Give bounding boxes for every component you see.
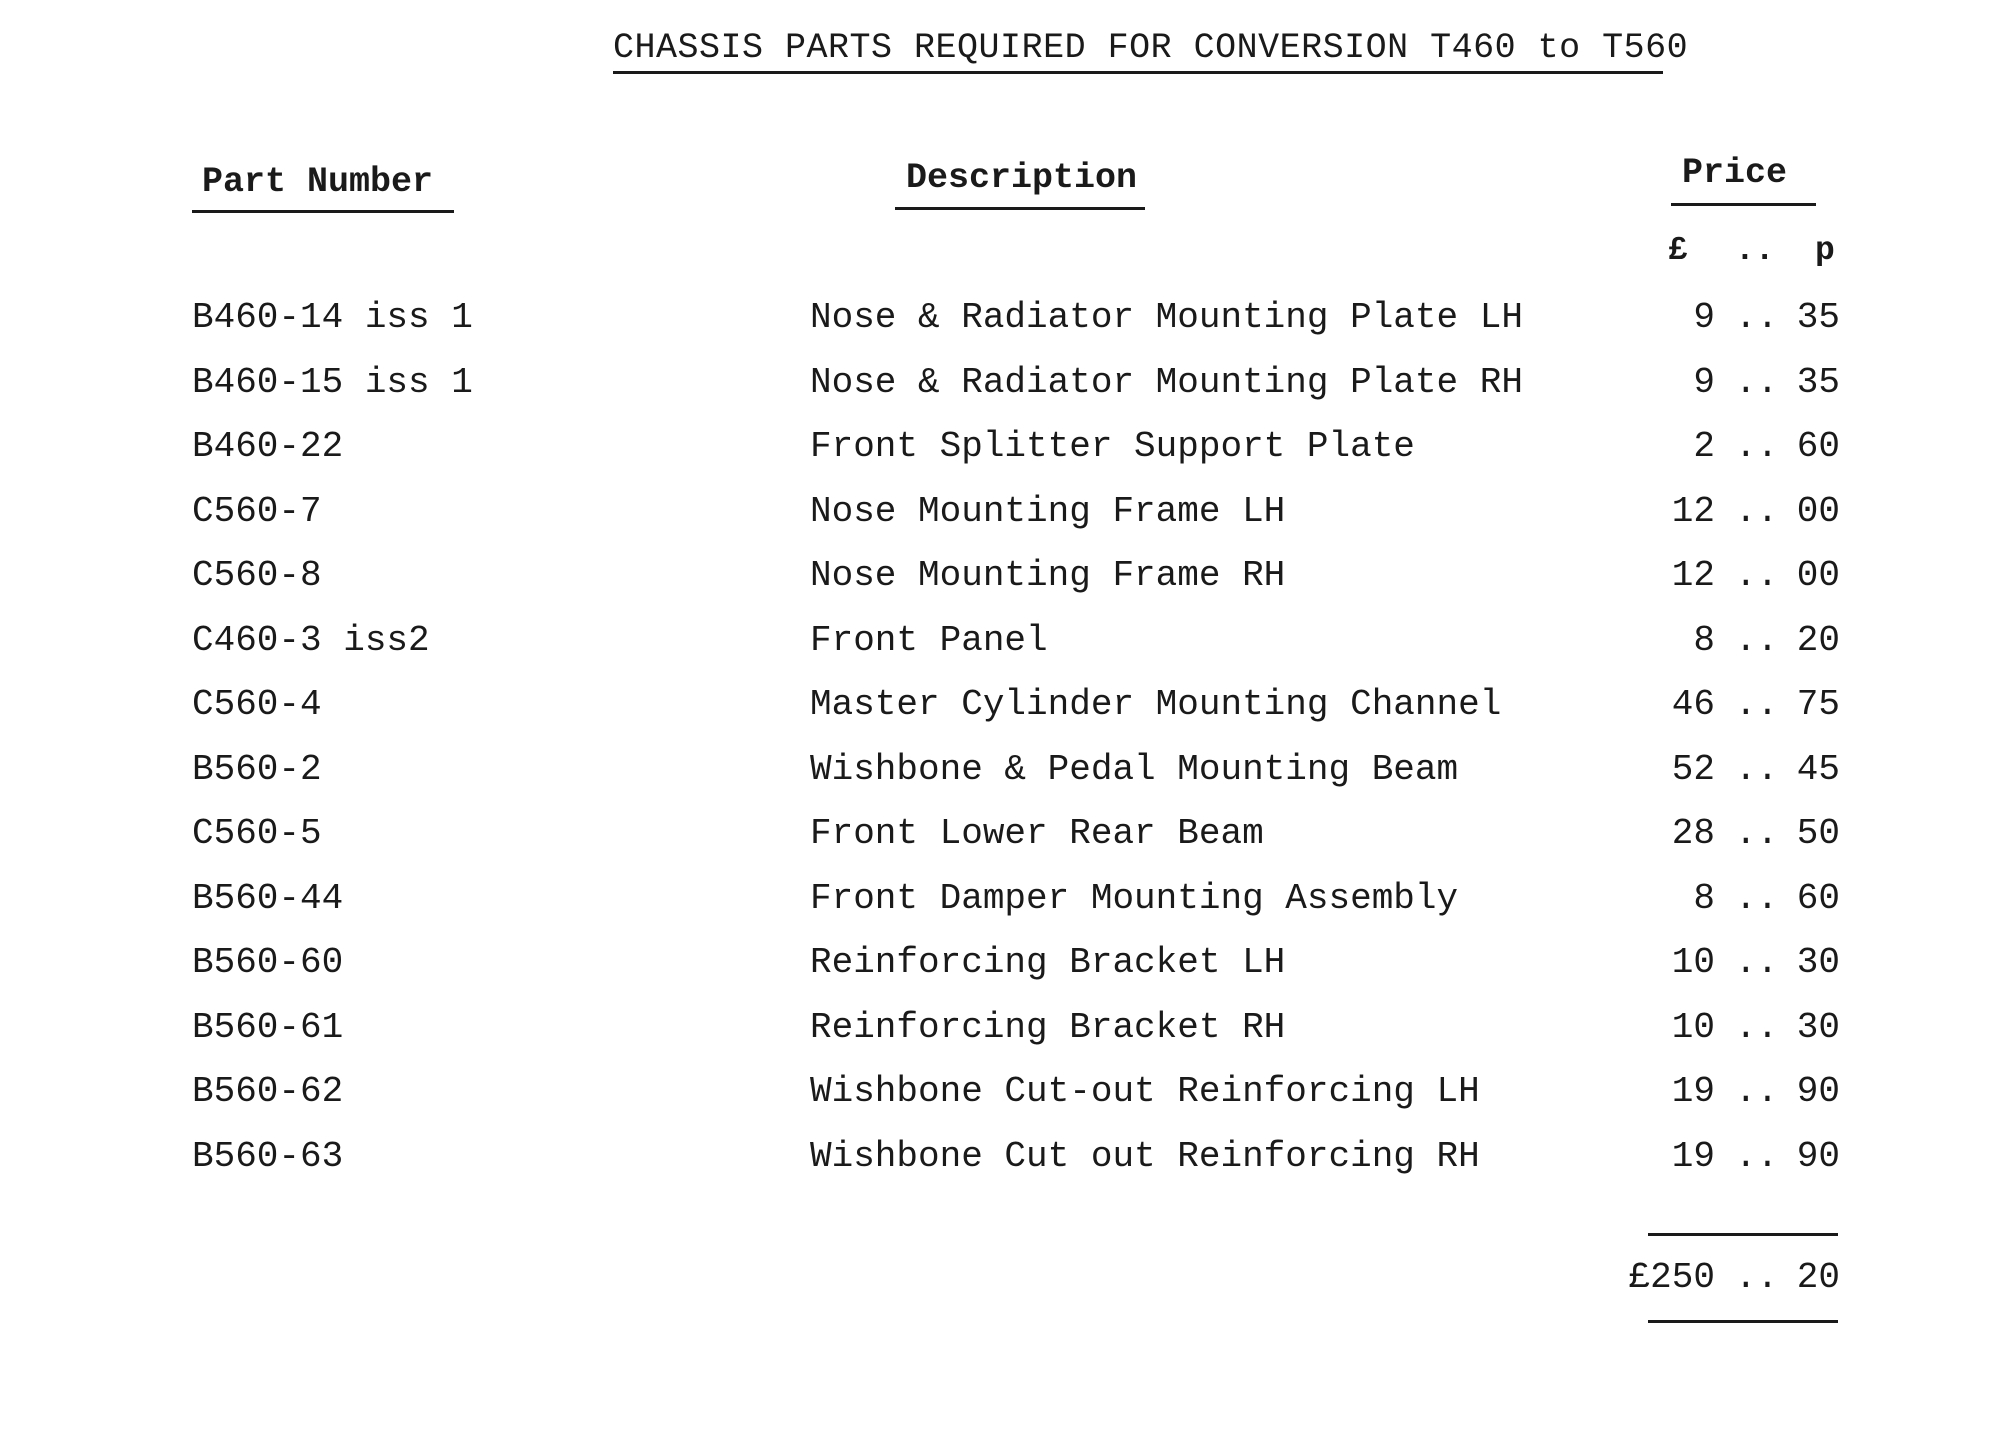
price-separator: .. <box>1735 1071 1779 1112</box>
price-separator: .. <box>1735 748 1779 790</box>
price-pounds: 9 <box>1693 297 1715 338</box>
part-number-underline <box>192 210 454 213</box>
part-description: Wishbone & Pedal Mounting Beam <box>810 748 1459 790</box>
price-pounds: 46 <box>1671 684 1715 725</box>
price-pence: 90 <box>1796 1135 1840 1177</box>
price-pence: 00 <box>1796 555 1840 596</box>
part-description: Wishbone Cut-out Reinforcing LH <box>810 1071 1480 1112</box>
price-pounds: 19 <box>1671 1135 1715 1177</box>
price-pounds: 19 <box>1671 1071 1715 1112</box>
part-number: B460-22 <box>192 426 344 467</box>
price-separator: .. <box>1735 877 1779 919</box>
part-number: C560-8 <box>192 555 322 596</box>
part-description: Front Panel <box>810 619 1048 661</box>
part-description: Front Lower Rear Beam <box>810 813 1264 854</box>
price-pounds: 12 <box>1671 555 1715 596</box>
part-description: Reinforcing Bracket LH <box>810 942 1286 983</box>
total-separator: .. <box>1735 1257 1779 1298</box>
part-number: C560-7 <box>192 490 322 532</box>
price-pounds: 8 <box>1693 619 1715 661</box>
total-bottom-rule <box>1648 1320 1838 1323</box>
price-total <box>1600 1256 1850 1300</box>
price-underline <box>1671 203 1816 206</box>
price-separator: .. <box>1735 361 1779 403</box>
part-number: B560-60 <box>192 942 344 983</box>
table-row <box>0 554 2000 619</box>
table-row <box>0 1135 2000 1200</box>
price-separator: .. <box>1735 619 1779 661</box>
price-pounds: 2 <box>1693 426 1715 467</box>
column-header-part-number: Part Number <box>202 162 434 202</box>
part-number: B560-2 <box>192 748 322 790</box>
price-pence: 90 <box>1796 1071 1840 1112</box>
column-header-price: Price <box>1682 153 1788 193</box>
part-number: B560-44 <box>192 877 344 919</box>
price-pounds: 10 <box>1671 942 1715 983</box>
table-row <box>0 1006 2000 1071</box>
price-pence: 30 <box>1796 942 1840 983</box>
part-number: B460-14 iss 1 <box>192 297 473 338</box>
table-row <box>0 1070 2000 1135</box>
price-separator: .. <box>1735 813 1779 854</box>
price-pence: 30 <box>1796 1006 1840 1048</box>
part-number: B560-61 <box>192 1006 344 1048</box>
table-row <box>0 683 2000 748</box>
part-description: Reinforcing Bracket RH <box>810 1006 1286 1048</box>
price-pence: 45 <box>1796 748 1840 790</box>
part-number: C560-4 <box>192 684 322 725</box>
price-pounds: 12 <box>1671 490 1715 532</box>
price-separator: .. <box>1735 555 1779 596</box>
part-number: C460-3 iss2 <box>192 619 430 661</box>
table-row <box>0 361 2000 426</box>
price-pence: 75 <box>1796 684 1840 725</box>
table-row <box>0 619 2000 684</box>
price-pence: 00 <box>1796 490 1840 532</box>
price-separator: .. <box>1735 1135 1779 1177</box>
price-separator: .. <box>1735 490 1779 532</box>
part-number: B560-62 <box>192 1071 344 1112</box>
part-number: C560-5 <box>192 813 322 854</box>
part-number: B460-15 iss 1 <box>192 361 473 403</box>
price-pounds: 10 <box>1671 1006 1715 1048</box>
table-row <box>0 425 2000 490</box>
table-row <box>0 490 2000 555</box>
column-header-description: Description <box>906 158 1138 198</box>
table-row <box>0 812 2000 877</box>
title-underline <box>613 71 1663 74</box>
table-row <box>0 748 2000 813</box>
part-description: Front Damper Mounting Assembly <box>810 877 1459 919</box>
price-units-row <box>1660 232 1840 276</box>
price-pounds: 9 <box>1693 361 1715 403</box>
total-pence: 20 <box>1796 1257 1840 1298</box>
price-pence: 60 <box>1796 877 1840 919</box>
price-pounds: 52 <box>1671 748 1715 790</box>
price-separator: .. <box>1735 684 1779 725</box>
pence-unit-label: p <box>1815 232 1835 269</box>
parts-list <box>0 296 2000 1199</box>
price-pounds: 28 <box>1671 813 1715 854</box>
price-separator: .. <box>1735 297 1779 338</box>
total-top-rule <box>1648 1233 1838 1236</box>
pounds-unit-label: £ <box>1668 232 1688 269</box>
document-title: CHASSIS PARTS REQUIRED FOR CONVERSION T460 to T560 <box>613 28 1689 68</box>
part-description: Master Cylinder Mounting Channel <box>810 684 1502 725</box>
description-underline <box>895 207 1145 210</box>
price-pounds: 8 <box>1693 877 1715 919</box>
price-separator: .. <box>1735 426 1779 467</box>
price-pence: 20 <box>1796 619 1840 661</box>
price-separator: .. <box>1735 1006 1779 1048</box>
part-description: Nose & Radiator Mounting Plate LH <box>810 297 1523 338</box>
price-pence: 60 <box>1796 426 1840 467</box>
part-number: B560-63 <box>192 1135 344 1177</box>
price-pence: 35 <box>1796 297 1840 338</box>
part-description: Nose & Radiator Mounting Plate RH <box>810 361 1523 403</box>
table-row <box>0 941 2000 1006</box>
price-separator: .. <box>1735 942 1779 983</box>
unit-separator: .. <box>1735 232 1775 269</box>
table-row <box>0 296 2000 361</box>
price-pence: 50 <box>1796 813 1840 854</box>
total-pounds: £250 <box>1628 1257 1715 1298</box>
part-description: Front Splitter Support Plate <box>810 426 1415 467</box>
part-description: Nose Mounting Frame LH <box>810 490 1286 532</box>
price-pence: 35 <box>1796 361 1840 403</box>
part-description: Nose Mounting Frame RH <box>810 555 1286 596</box>
table-row <box>0 877 2000 942</box>
part-description: Wishbone Cut out Reinforcing RH <box>810 1135 1480 1177</box>
